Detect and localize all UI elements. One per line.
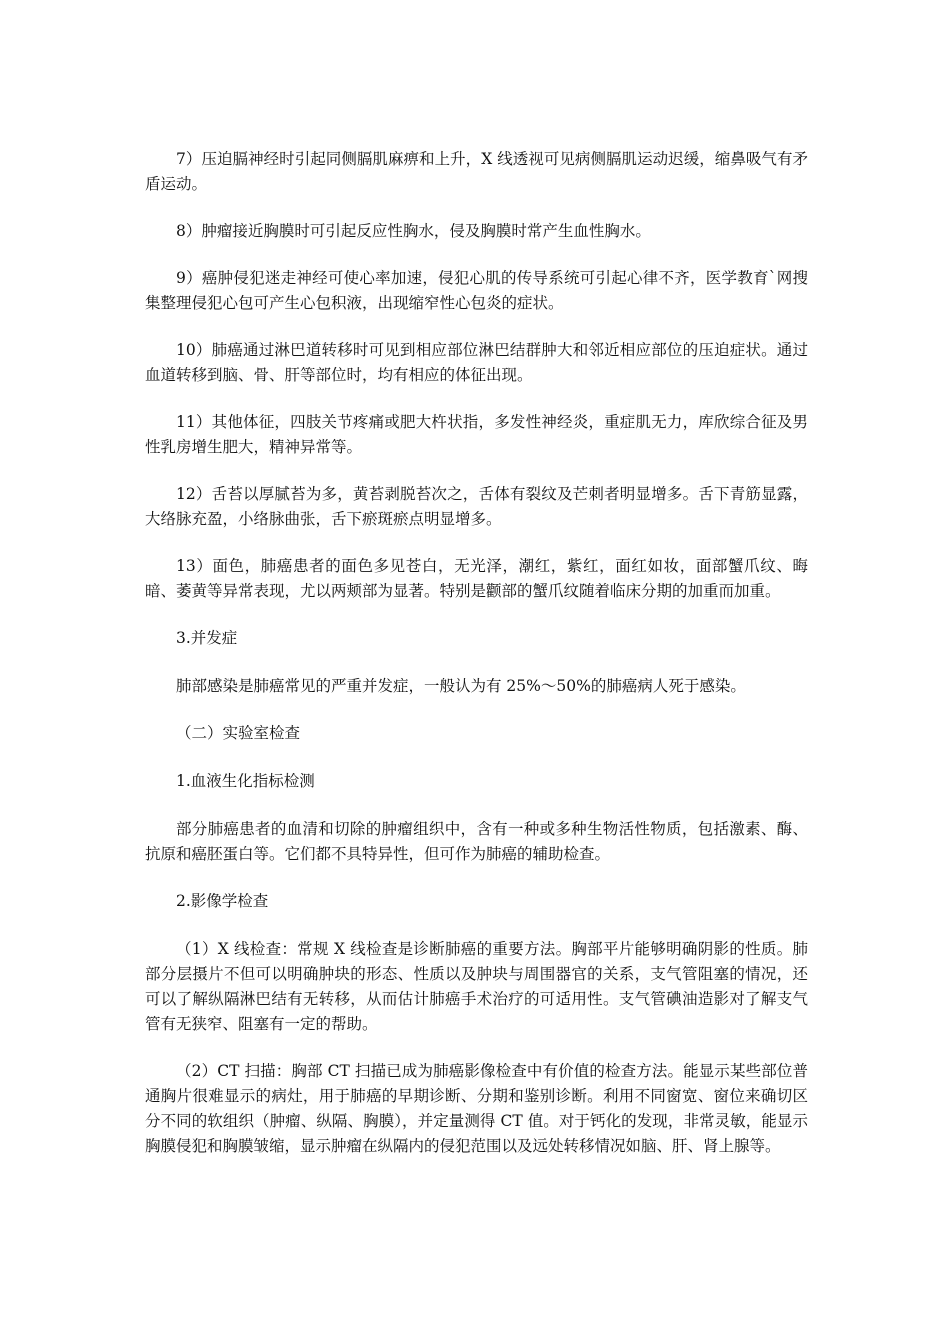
paragraph-xray: （1）X 线检查：常规 X 线检查是诊断肺癌的重要方法。胸部平片能够明确阴影的性质。肺部分层摄片不但可以明确肿块的形态、性质以及肿块与周围器官的关系，支气管阻塞的情况，还可以了解纵隔淋巴结有无转移，从而估计肺癌手术治疗的可适用性。支气管碘油造影对了解支气管有无狭窄、阻塞有一定的帮助。 [145, 940, 808, 1033]
paragraph-item-8: 8）肿瘤接近胸膜时可引起反应性胸水，侵及胸膜时常产生血性胸水。 [176, 222, 651, 240]
subsection-heading-blood-biochem: 1.血液生化指标检测 [176, 772, 315, 790]
paragraph-item-9: 9）癌肿侵犯迷走神经可使心率加速，侵犯心肌的传导系统可引起心律不齐，医学教育`网搜集整理侵犯心包可产生心包积液，出现缩窄性心包炎的症状。 [145, 269, 808, 312]
section-heading-complications: 3.并发症 [176, 629, 238, 647]
section-heading-lab-tests: （二）实验室检查 [176, 724, 301, 742]
paragraph-item-12: 12）舌苔以厚腻苔为多，黄苔剥脱苔次之，舌体有裂纹及芒刺者明显增多。舌下青筋显露，大络脉充盈，小络脉曲张，舌下瘀斑瘀点明显增多。 [145, 485, 808, 528]
paragraph-ct-scan: （2）CT 扫描：胸部 CT 扫描已成为肺癌影像检查中有价值的检查方法。能显示某些部位普通胸片很难显示的病灶，用于肺癌的早期诊断、分期和鉴别诊断。利用不同窗宽、窗位来确切区分不同的软组织（肿瘤、纵隔、胸膜），并定量测得 CT 值。对于钙化的发现，非常灵敏，能显示胸膜侵犯和胸膜皱缩，显示肿瘤在纵隔内的侵犯范围以及远处转移情况如脑、肝、肾上腺等。 [145, 1062, 808, 1155]
paragraph-item-13: 13）面色，肺癌患者的面色多见苍白，无光泽，潮红，紫红，面红如妆，面部蟹爪纹、晦暗、萎黄等异常表现，尤以两颊部为显著。特别是颧部的蟹爪纹随着临床分期的加重而加重。 [145, 557, 808, 600]
subsection-heading-imaging: 2.影像学检查 [176, 892, 269, 910]
paragraph-item-10: 10）肺癌通过淋巴道转移时可见到相应部位淋巴结群肿大和邻近相应部位的压迫症状。通过血道转移到脑、骨、肝等部位时，均有相应的体征出现。 [145, 341, 808, 384]
paragraph-complications: 肺部感染是肺癌常见的严重并发症，一般认为有 25%～50%的肺癌病人死于感染。 [176, 677, 746, 695]
paragraph-blood-biochem: 部分肺癌患者的血清和切除的肿瘤组织中，含有一种或多种生物活性物质，包括激素、酶、抗原和癌胚蛋白等。它们都不具特异性，但可作为肺癌的辅助检查。 [145, 820, 808, 863]
document-page [145, 147, 808, 1181]
paragraph-item-7: 7）压迫膈神经时引起同侧膈肌麻痹和上升，X 线透视可见病侧膈肌运动迟缓，缩鼻吸气有矛盾运动。 [145, 150, 808, 193]
paragraph-item-11: 11）其他体征，四肢关节疼痛或肥大杵状指，多发性神经炎，重症肌无力，库欣综合征及男性乳房增生肥大，精神异常等。 [145, 413, 808, 456]
